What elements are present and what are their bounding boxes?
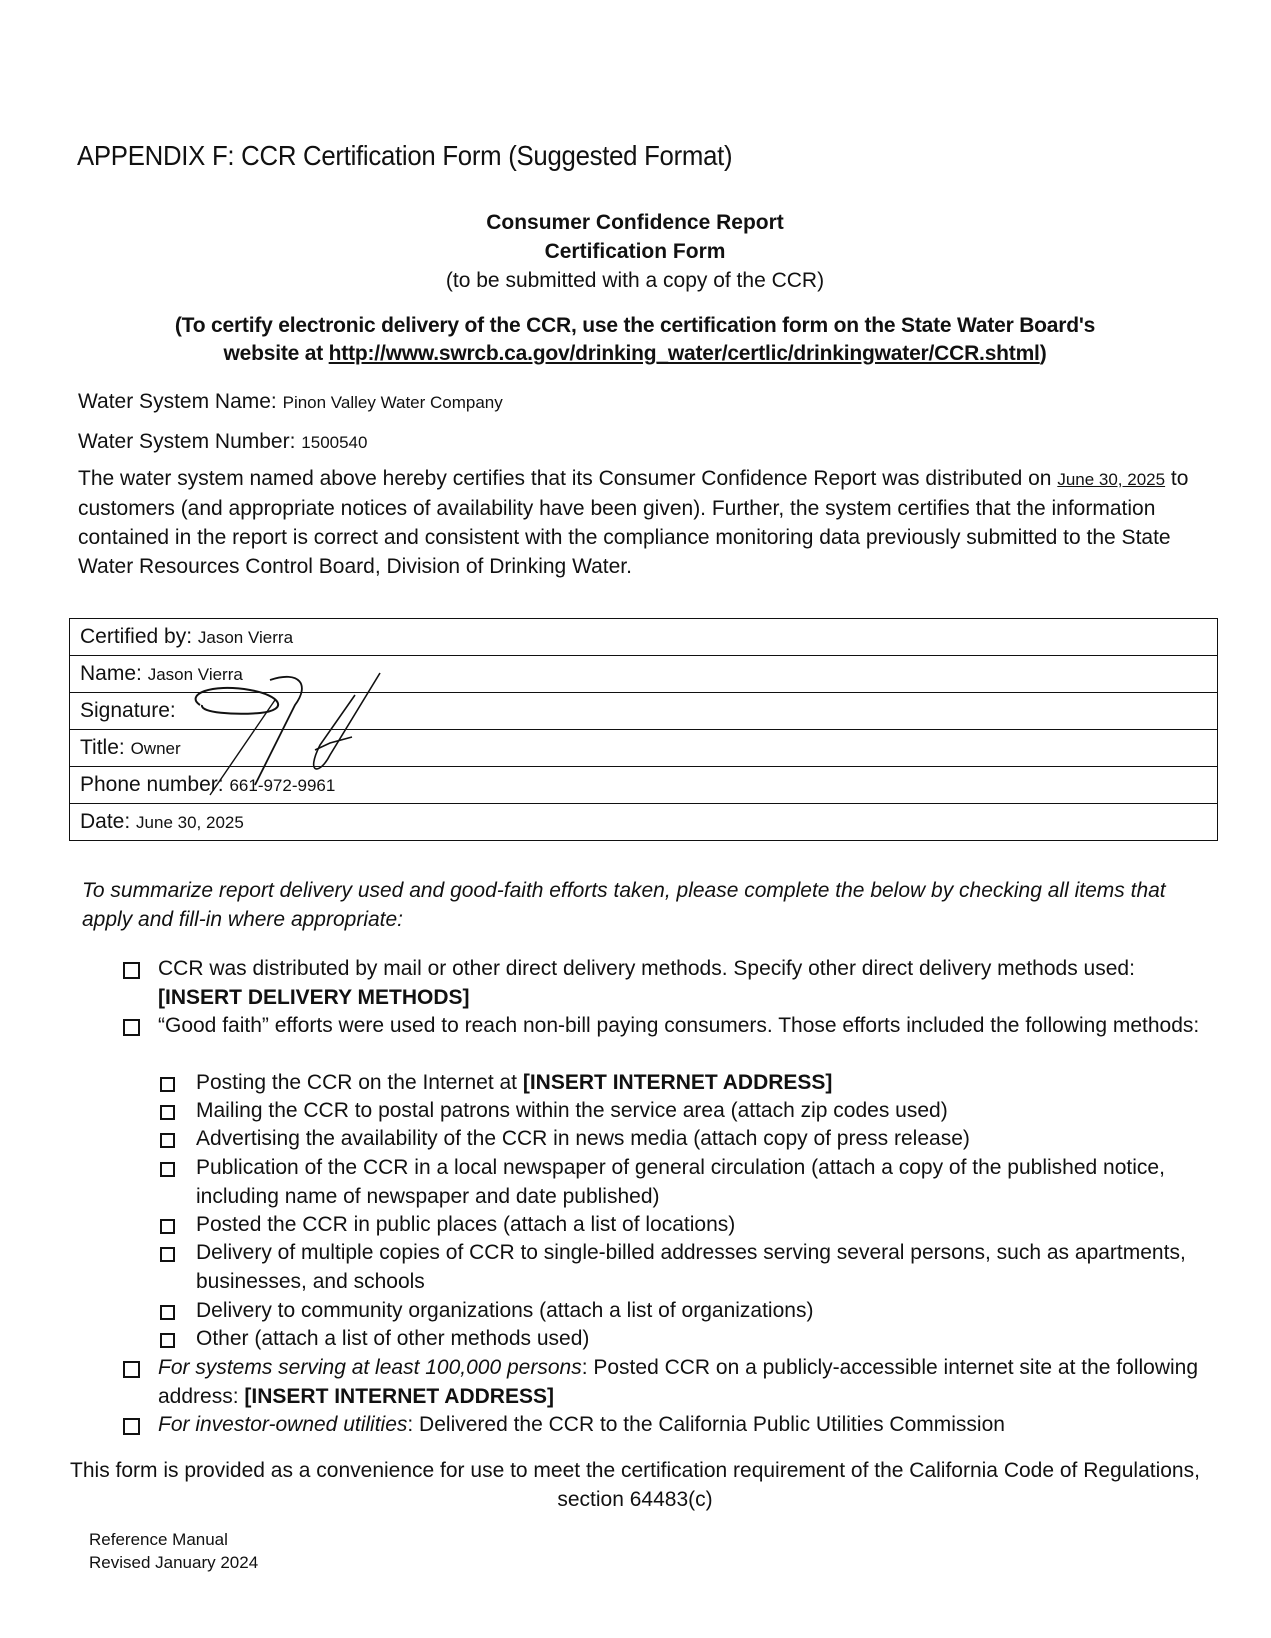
item-text: Posted the CCR in public places (attach a list of locations) xyxy=(196,1213,736,1236)
handwritten-signature-icon xyxy=(180,665,400,805)
checkbox-publication-newspaper[interactable] xyxy=(160,1162,175,1177)
electronic-note-suffix: ) xyxy=(1039,342,1047,365)
item-text: Delivery of multiple copies of CCR to single-billed addresses serving several persons, such as apartments, businesses, and schools xyxy=(196,1241,1186,1293)
item-text: Posting the CCR on the Internet at xyxy=(196,1071,523,1094)
checkbox-community-orgs[interactable] xyxy=(160,1305,175,1320)
electronic-note-line1: (To certify electronic delivery of the CCR, use the certification form on the State Water Board's xyxy=(174,314,1096,337)
item-text: Advertising the availability of the CCR in news media (attach copy of press release) xyxy=(196,1127,970,1150)
form-title-line1: Consumer Confidence Report xyxy=(486,211,784,234)
water-system-name-label: Water System Name: xyxy=(78,390,277,413)
name-label: Name: xyxy=(80,662,142,685)
electronic-note xyxy=(60,314,1210,366)
item-text: Publication of the CCR in a local newspaper of general circulation (attach a copy of the published notice, including name of newspaper and date published) xyxy=(196,1156,1165,1208)
checkbox-multiple-copies[interactable] xyxy=(160,1247,175,1262)
checkbox-good-faith[interactable] xyxy=(123,1019,140,1036)
phone-value: 661-972-9961 xyxy=(229,776,336,795)
date-value: June 30, 2025 xyxy=(136,813,244,832)
item-text: Mailing the CCR to postal patrons within the service area (attach zip codes used) xyxy=(196,1099,948,1122)
certification-paragraph xyxy=(78,464,1208,581)
distribution-date: June 30, 2025 xyxy=(1057,470,1166,489)
table-row-certified-by xyxy=(70,619,1218,656)
item-placeholder: [INSERT INTERNET ADDRESS] xyxy=(244,1385,554,1408)
checkbox-mailing-postal[interactable] xyxy=(160,1105,175,1120)
checkbox-public-places[interactable] xyxy=(160,1219,175,1234)
title-label: Title: xyxy=(80,736,125,759)
ccr-certification-link[interactable]: http://www.swrcb.ca.gov/drinking_water/certlic/drinkingwater/CCR.shtml xyxy=(328,342,1040,365)
table-row-date xyxy=(70,804,1218,841)
water-system-number-value: 1500540 xyxy=(301,433,368,452)
item-text: Other (attach a list of other methods used) xyxy=(196,1327,590,1350)
item-italic: For systems serving at least 100,000 persons xyxy=(158,1356,582,1379)
phone-label: Phone number: xyxy=(80,773,224,796)
checkbox-posting-internet[interactable] xyxy=(160,1077,175,1092)
item-italic: For investor-owned utilities xyxy=(158,1413,408,1436)
reference-block xyxy=(89,1528,258,1574)
signature-label: Signature: xyxy=(80,699,176,722)
checkbox-investor-owned[interactable] xyxy=(123,1418,140,1435)
name-value: Jason Vierra xyxy=(147,665,243,684)
water-system-number-label: Water System Number: xyxy=(78,430,296,453)
item-placeholder: [INSERT DELIVERY METHODS] xyxy=(158,986,470,1009)
item-text: Delivery to community organizations (attach a list of organizations) xyxy=(196,1299,814,1322)
item-text: CCR was distributed by mail or other direct delivery methods. Specify other direct delivery methods used: xyxy=(158,957,1135,980)
form-title-line2: Certification Form xyxy=(544,240,726,263)
water-system-number-row xyxy=(78,430,367,454)
footer-note: This form is provided as a convenience for use to meet the certification requirement of the California Code of Regulations, section 64483(c) xyxy=(70,1459,1200,1511)
item-text: : Posted CCR on a publicly-accessible internet site at the following address: xyxy=(158,1356,1199,1408)
revised-date: Revised January 2024 xyxy=(89,1553,259,1572)
checkbox-advertising[interactable] xyxy=(160,1133,175,1148)
certified-by-value: Jason Vierra xyxy=(197,628,294,647)
cert-text-part1: The water system named above hereby certifies that its Consumer Confidence Report was distributed on xyxy=(78,467,1058,490)
water-system-name-value: Pinon Valley Water Company xyxy=(282,393,503,412)
certified-by-label: Certified by: xyxy=(80,625,193,648)
appendix-title: APPENDIX F: CCR Certification Form (Suggested Format) xyxy=(77,140,733,171)
item-placeholder: [INSERT INTERNET ADDRESS] xyxy=(522,1071,833,1094)
item-text: : Delivered the CCR to the California Public Utilities Commission xyxy=(407,1413,1005,1436)
summary-intro: To summarize report delivery used and good-faith efforts taken, please complete the below by checking all items that apply and fill-in where appropriate: xyxy=(82,879,1166,931)
electronic-note-line2-prefix: website at xyxy=(223,342,329,365)
item-text: “Good faith” efforts were used to reach non-bill paying consumers. Those efforts included the following methods: xyxy=(158,1014,1200,1037)
checkbox-direct-delivery[interactable] xyxy=(123,962,140,979)
water-system-name-row xyxy=(78,390,503,414)
reference-manual: Reference Manual xyxy=(89,1530,228,1549)
date-label: Date: xyxy=(80,810,131,833)
checkbox-large-systems[interactable] xyxy=(123,1361,140,1378)
title-value: Owner xyxy=(130,739,181,758)
checkbox-other[interactable] xyxy=(160,1333,175,1348)
form-subtitle: (to be submitted with a copy of the CCR) xyxy=(445,269,825,292)
cert-text-part2: to customers (and appropriate notices of availability have been given). Further, the system certifies that the information contained in the report is correct and consistent with the compliance monitoring data previously submitted to the State Water Resources Control Board, Division of Drinking Water. xyxy=(78,467,1189,578)
